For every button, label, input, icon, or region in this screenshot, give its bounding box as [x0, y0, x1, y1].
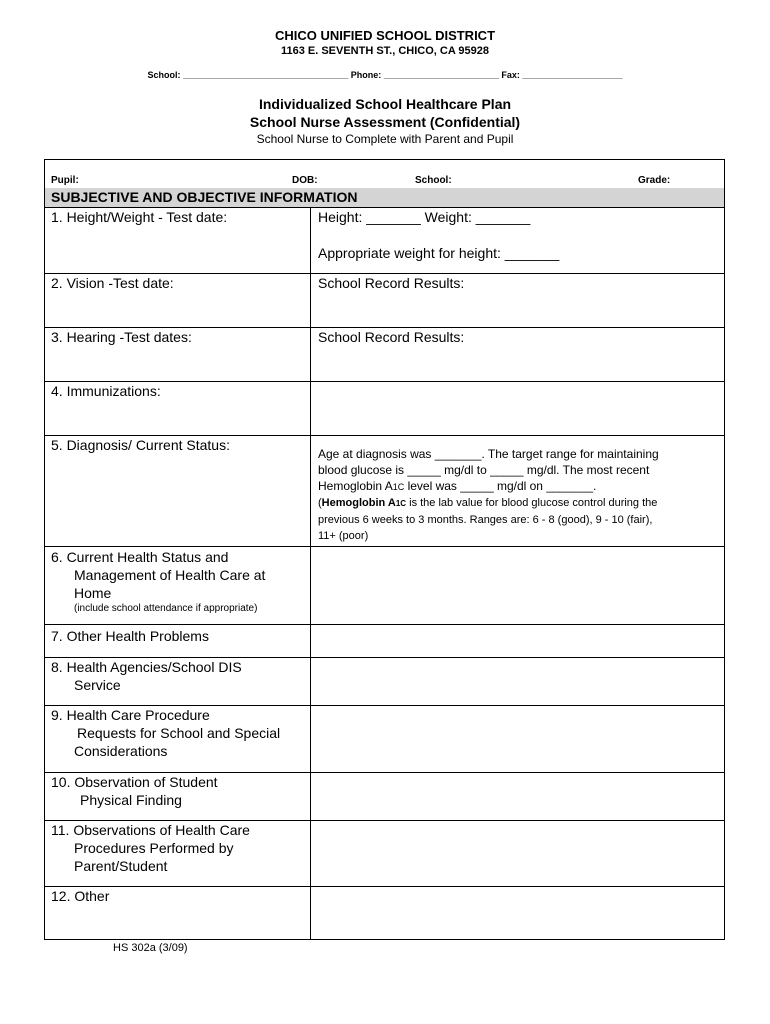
- hearing-results-field[interactable]: School Record Results:: [318, 329, 465, 345]
- vision-results-field[interactable]: School Record Results:: [318, 275, 465, 291]
- procedure-line-1: 9. Health Care Procedure: [51, 707, 210, 723]
- hearing-label: 3. Hearing -Test dates:: [51, 329, 192, 345]
- diagnosis-line-2: blood glucose is _____ mg/dl to _____ mg/dl. The most recent: [318, 463, 650, 477]
- form-subtitle-bold: School Nurse Assessment (Confidential): [249, 114, 521, 130]
- other-label: 12. Other: [51, 888, 110, 904]
- school-label: School:: [415, 175, 452, 186]
- health-status-line-1: 6. Current Health Status and: [51, 549, 229, 565]
- observations-line-2: Procedures Performed by: [74, 840, 234, 856]
- diagnosis-line-3: [318, 478, 718, 495]
- hba1c-level-text: level was _____ mg/dl on _______.: [404, 479, 597, 493]
- note-bold: Hemoglobin A: [321, 497, 396, 509]
- note-text-2: previous 6 weeks to 3 months. Ranges are: 6 - 8 (good), 9 - 10 (fair),: [318, 514, 653, 526]
- height-weight-field[interactable]: Height: _______ Weight: _______: [318, 209, 531, 225]
- observation-line-2: Physical Finding: [80, 792, 182, 808]
- appropriate-weight-field[interactable]: Appropriate weight for height: _______: [318, 245, 560, 261]
- diagnosis-label: 5. Diagnosis/ Current Status:: [51, 437, 230, 453]
- pupil-info-row: [45, 160, 724, 189]
- health-status-note: (include school attendance if appropriate): [74, 603, 258, 614]
- observation-line-1: 10. Observation of Student: [51, 774, 218, 790]
- pupil-label: Pupil:: [51, 175, 79, 186]
- health-agencies-label: [51, 658, 306, 694]
- procedure-line-2: Requests for School and Special: [77, 725, 281, 741]
- procedure-requests-label: [51, 706, 306, 760]
- observation-label: [51, 773, 306, 809]
- health-status-line-2: Management of Health Care at: [74, 567, 266, 583]
- hba1c-sub: 1C: [392, 482, 405, 492]
- dob-label: DOB:: [292, 175, 318, 186]
- section-title: SUBJECTIVE AND OBJECTIVE INFORMATION: [51, 189, 358, 205]
- health-status-label: [51, 548, 306, 615]
- procedure-line-3: Considerations: [74, 743, 168, 759]
- vision-label: 2. Vision -Test date:: [51, 275, 174, 291]
- form-instructions: School Nurse to Complete with Parent and Pupil: [256, 132, 514, 146]
- observations-line-3: Parent/Student: [74, 858, 168, 874]
- hba1c-text: Hemoglobin A: [318, 479, 393, 493]
- district-address: 1163 E. SEVENTH ST., CHICO, CA 95928: [280, 45, 490, 57]
- note-text-1: is the lab value for blood glucose control during the: [406, 497, 658, 509]
- form-title: Individualized School Healthcare Plan: [258, 96, 512, 112]
- other-health-problems-label: 7. Other Health Problems: [51, 628, 209, 644]
- row-divider: [45, 624, 724, 625]
- form-code: HS 302a (3/09): [113, 942, 188, 954]
- column-divider: [310, 207, 311, 940]
- note-paren: (: [318, 497, 322, 509]
- district-name: CHICO UNIFIED SCHOOL DISTRICT: [274, 28, 496, 43]
- note-text-3: 11+ (poor): [318, 530, 369, 542]
- note-sub: 1C: [395, 499, 407, 508]
- health-status-line-3: Home: [74, 585, 112, 601]
- observations-procedures-label: [51, 821, 306, 875]
- observations-line-1: 11. Observations of Health Care: [51, 822, 250, 838]
- hba1c-note: [318, 495, 718, 512]
- row-divider: [45, 546, 724, 547]
- diagnosis-details[interactable]: [318, 446, 718, 544]
- health-agencies-line-2: Service: [74, 677, 121, 693]
- assessment-form: [44, 159, 725, 940]
- height-weight-label: 1. Height/Weight - Test date:: [51, 209, 228, 225]
- diagnosis-line-1: Age at diagnosis was _______. The target range for maintaining: [318, 447, 659, 461]
- contact-line: School: _________________________________ Phone: _______________________ Fax: ____________________: [147, 70, 623, 80]
- immunizations-label: 4. Immunizations:: [51, 383, 161, 399]
- section-header: [45, 188, 724, 208]
- grade-label: Grade:: [638, 175, 671, 186]
- health-agencies-line-1: 8. Health Agencies/School DIS: [51, 659, 242, 675]
